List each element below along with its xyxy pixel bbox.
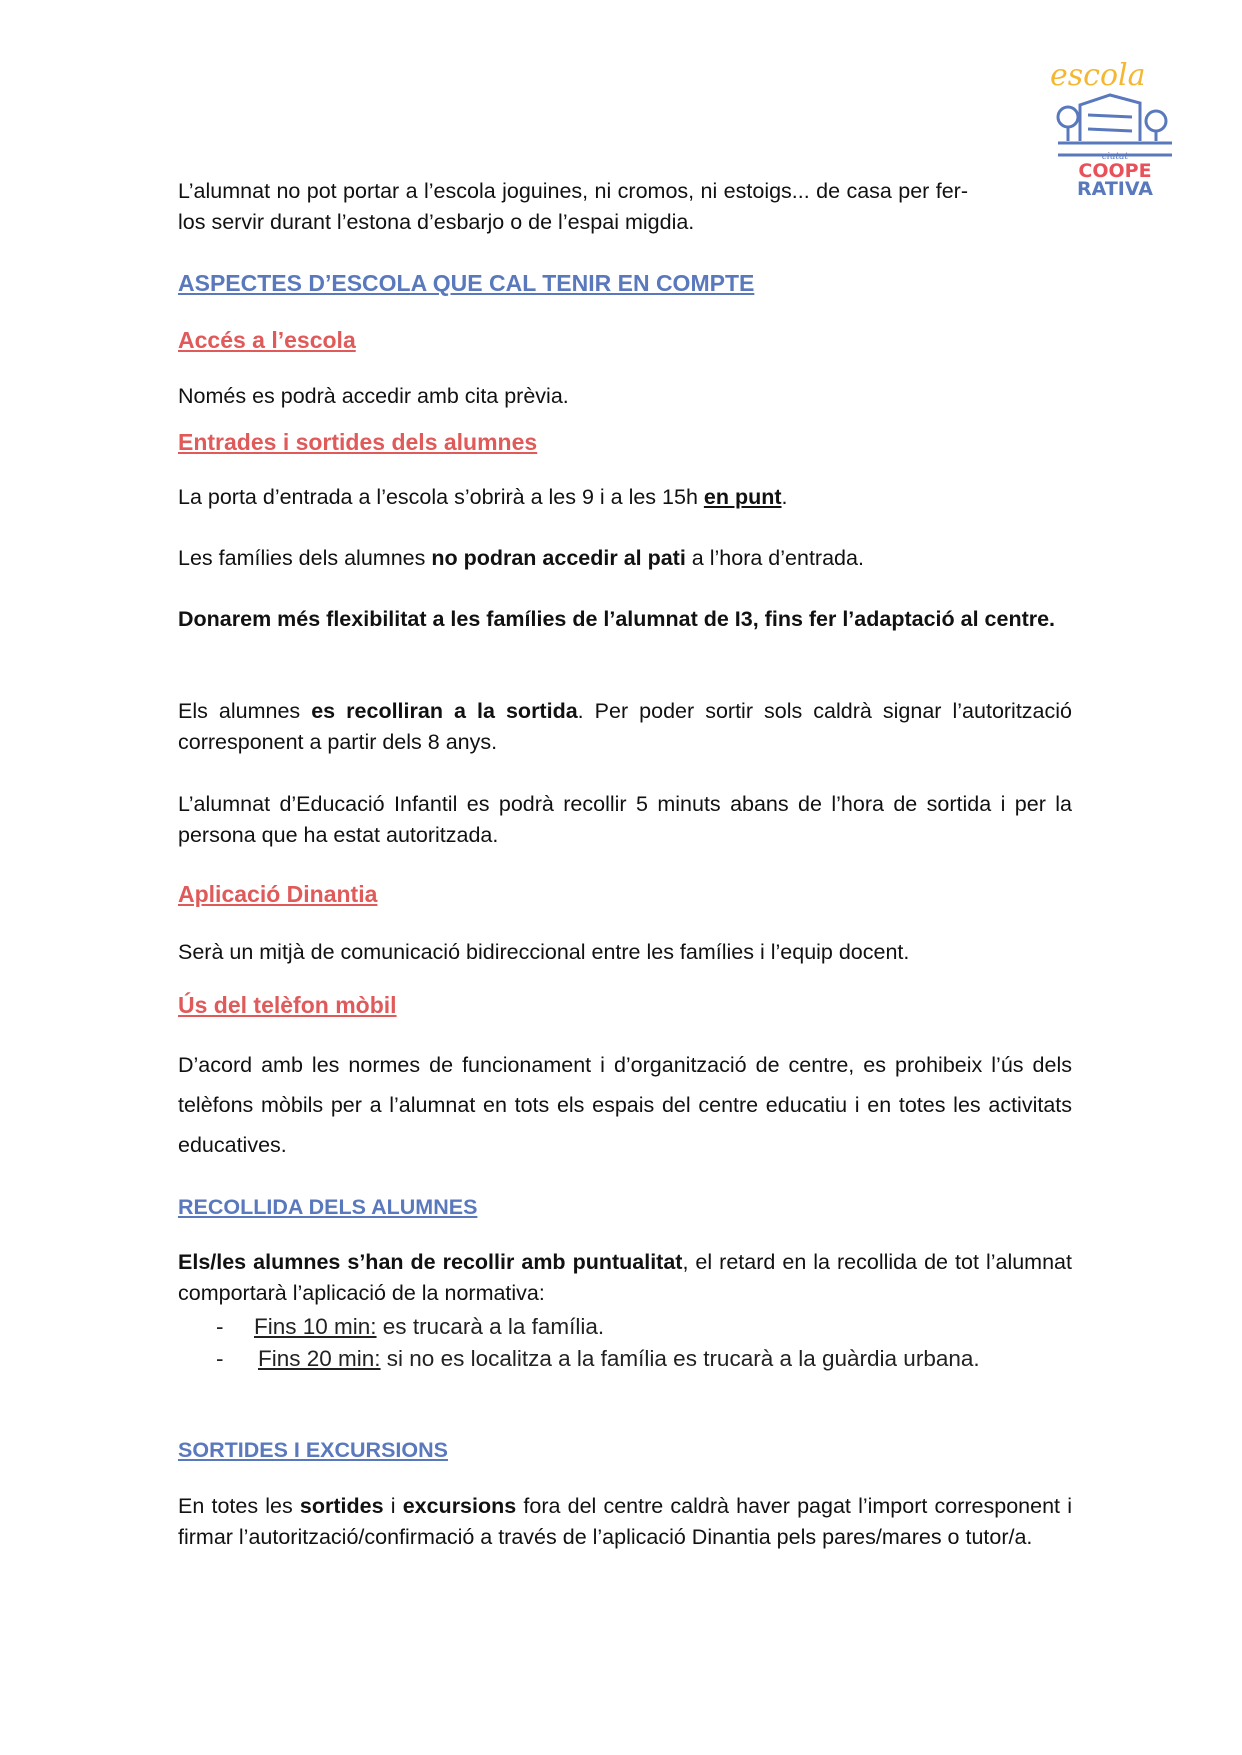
- svg-text:COOPE: COOPE: [1078, 160, 1152, 182]
- dash: -: [216, 1314, 224, 1339]
- heading-recollida: RECOLLIDA DELS ALUMNES: [178, 1195, 478, 1219]
- recollida-text: [178, 1247, 1072, 1309]
- donarem-text: Donarem més flexibilitat a les famílies de l’alumnat de I3, fins fer l’adaptació al centre.: [178, 607, 1056, 631]
- list-text: es trucarà a la família.: [376, 1314, 605, 1339]
- text: fora del centre caldrà haver pagat l’import corresponent i firmar l’autorització/confirmació a través de l’aplicació Dinantia pels pares/mares o tutor/a.: [178, 1494, 1072, 1549]
- dinantia-text: Serà un mitjà de comunicació bidireccional entre les famílies i l’equip docent.: [178, 940, 910, 964]
- school-logo: [1040, 55, 1190, 195]
- heading-acces: Accés a l’escola: [178, 327, 356, 353]
- text: En totes les: [178, 1494, 300, 1518]
- list-item: [216, 1344, 980, 1374]
- text: , el retard en la recollida de tot l’alumnat comportarà l’aplicació de la normativa:: [178, 1250, 1072, 1305]
- acces-text: Només es podrà accedir amb cita prèvia.: [178, 384, 569, 408]
- list-text: si no es localitza a la família es trucarà a la guàrdia urbana.: [380, 1346, 980, 1371]
- emphasis: sortides: [299, 1494, 384, 1518]
- emphasis: Els/les alumnes s’han de recollir amb puntualitat: [178, 1250, 683, 1274]
- text: .: [781, 485, 788, 509]
- svg-text:ciutat: ciutat: [1101, 152, 1129, 162]
- sortides-text: [178, 1491, 1072, 1553]
- emphasis: no podran accedir al pati: [431, 546, 686, 570]
- text: i: [383, 1494, 403, 1518]
- text: . Per poder sortir sols caldrà signar l’autorització corresponent a partir dels 8 anys.: [178, 699, 1073, 754]
- dash: -: [216, 1346, 224, 1371]
- text: a l’hora d’entrada.: [685, 546, 864, 570]
- emphasis: es recolliran a la sortida: [311, 699, 578, 723]
- list-label: Fins 20 min:: [258, 1346, 381, 1371]
- svg-text:escola: escola: [1050, 58, 1146, 93]
- infantil-text: L’alumnat d’Educació Infantil es podrà recollir 5 minuts abans de l’hora de sortida i per la persona que ha estat autoritzada.: [178, 792, 1072, 847]
- recolliran-text: [178, 696, 1072, 758]
- text: La porta d’entrada a l’escola s’obrirà a les 9 i a les 15h: [178, 485, 704, 509]
- list-label: Fins 10 min:: [254, 1314, 377, 1339]
- heading-entrades: Entrades i sortides dels alumnes: [178, 429, 538, 455]
- heading-dinantia: Aplicació Dinantia: [178, 881, 378, 907]
- text: Les famílies dels alumnes: [178, 546, 432, 570]
- heading-aspectes: ASPECTES D’ESCOLA QUE CAL TENIR EN COMPTE: [178, 270, 755, 296]
- heading-mobil: Ús del telèfon mòbil: [178, 992, 397, 1018]
- emphasis: en punt: [703, 485, 782, 509]
- intro-paragraph: L’alumnat no pot portar a l’escola joguines, ni cromos, ni estoigs... de casa per fer-los servir durant l’estona d’esbarjo o de l’espai migdia.: [178, 179, 968, 234]
- mobil-text: D’acord amb les normes de funcionament i d’organització de centre, es prohibeix l’ús dels telèfons mòbils per a l’alumnat en tots els espais del centre educatiu i en totes les activitats educatives.: [178, 1053, 1072, 1157]
- heading-sortides: SORTIDES I EXCURSIONS: [178, 1438, 448, 1462]
- list-item: [216, 1312, 604, 1342]
- svg-text:RATIVA: RATIVA: [1076, 178, 1154, 195]
- text: Els alumnes: [178, 699, 312, 723]
- emphasis: excursions: [402, 1494, 517, 1518]
- families-text: [178, 543, 1072, 574]
- porta-text: [178, 482, 1072, 513]
